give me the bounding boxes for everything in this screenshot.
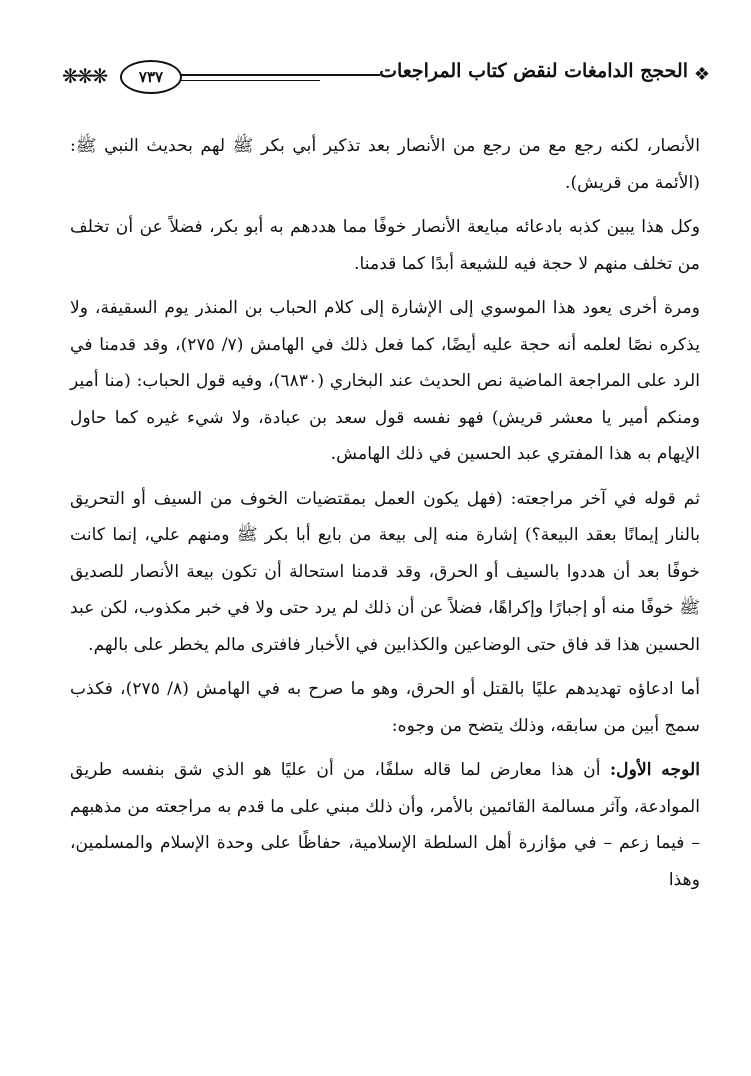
header-ornament-left: ❋❋❋ — [62, 64, 107, 88]
page-header — [62, 52, 710, 98]
paragraph-3: ومرة أخرى يعود هذا الموسوي إلى الإشارة إلى كلام الحباب بن المنذر يوم السقيفة، ولا يذكره نصًا لعلمه أنه حجة عليه أيضًا، كما فعل ذلك في الهامش (٧/ ٢٧٥)، وقد قدمنا في الرد على المراجعة الماضية نص الحديث عند البخاري (٦٨٣٠)، وفيه قول الحباب: (منا أمير ومنكم أمير يا معشر قريش) فهو نفسه قول سعد بن عبادة، ولا شيء غيره كما حاول الإيهام به هذا المفتري عبد الحسين في ذلك الهامش. — [70, 298, 701, 464]
header-rule-thin — [180, 80, 320, 81]
page-number-badge — [120, 60, 182, 94]
page-body — [70, 128, 700, 898]
paragraph-4: ثم قوله في آخر مراجعته: (فهل يكون العمل بمقتضيات الخوف من السيف أو التحريق بالنار إيمانًا بعقد البيعة؟) إشارة منه إلى بيعة من بايع أبا بكر ﷺ ومنهم علي، إنما كانت خوفًا بعد أن هددوا بالسيف أو الحرق، وقد قدمنا استحالة أن تكون بيعة الأنصار للصديق ﷺ خوفًا منه أو إجبارًا وإكراهًا، فضلاً عن أن ذلك لم يرد حتى ولا في خبر مكذوب، لكن عبد الحسين هذا قد فاق حتى الوضاعين والكذابين في الأخبار فافترى مالم يخطر على بالهم. — [70, 488, 700, 655]
header-rule — [180, 74, 380, 76]
paragraph-2: وكل هذا يبين كذبه بادعائه مبايعة الأنصار خوفًا مما هددهم به أبو بكر، فضلاً عن أن تخلف من تخلف منهم لا حجة فيه للشيعة أبدًا كما قدمنا. — [70, 217, 700, 274]
paragraph-5: أما ادعاؤه تهديدهم عليًا بالقتل أو الحرق، وهو ما صرح به في الهامش (٨/ ٢٧٥)، فكذب سمج أبين من سابقه، وذلك يتضح من وجوه: — [70, 679, 700, 736]
paragraph-6-text: أن هذا معارض لما قاله سلفًا، من أن عليًا هو الذي شق بنفسه طريق الموادعة، وآثر مسالمة القائمين بالأمر، وأن ذلك مبني على ما قدم به مراجعته من مذهبهم – فيما زعم – في مؤازرة أهل السلطة الإسلامية، حفاظًا على وحدة الإسلام والمسلمين، وهذا — [70, 760, 700, 890]
book-title: الحجج الدامغات لنقض كتاب المراجعات — [379, 60, 688, 82]
paragraph-6 — [70, 752, 700, 898]
section-label: الوجه الأول: — [609, 760, 700, 780]
paragraph-1: الأنصار، لكنه رجع مع من رجع من الأنصار بعد تذكير أبي بكر ﷺ لهم بحديث النبي ﷺ: (الأئمة من قريش). — [70, 136, 700, 193]
header-ornament-right: ❖ — [693, 64, 710, 85]
page-number: ٧٣٧ — [138, 68, 164, 86]
